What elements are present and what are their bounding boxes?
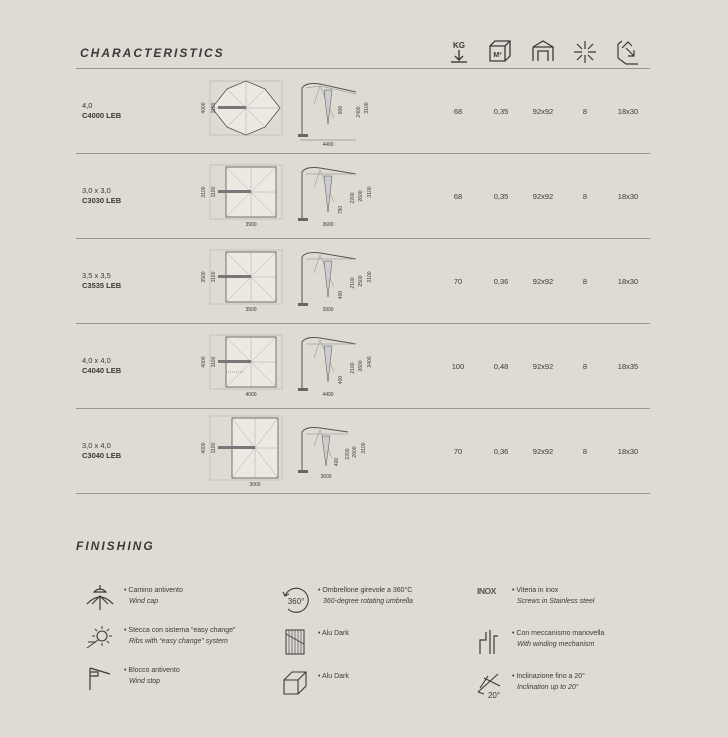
svg-text:3000: 3000 [249,482,261,488]
finishing-item: • Blocco antivento Wind stop [124,667,180,685]
svg-text:20°: 20° [487,691,501,700]
svg-text:3400: 3400 [367,356,373,368]
svg-text:4400: 4400 [322,392,334,398]
svg-text:4000: 4000 [201,102,207,114]
svg-text:4000: 4000 [245,392,257,398]
row-size: 4,0 x 4,0 [82,356,111,365]
table-row [82,186,121,206]
svg-text:3600: 3600 [320,474,332,480]
base-value: 92x92 [532,277,554,286]
svg-text:2600: 2600 [358,360,364,372]
finishing-item: • Con meccanismo manovella With winding mechanism [512,630,605,648]
finishing-item: • Viteria in inox Screws in Stainless steel [512,587,595,605]
row-code: C3535 LEB [82,281,122,290]
svg-text:400: 400 [334,457,340,467]
svg-text:3100: 3100 [364,102,370,114]
svg-text:1100: 1100 [211,186,217,198]
svg-text:400: 400 [338,290,344,300]
packaging-value: 18x30 [617,447,639,456]
svg-text:2400: 2400 [356,106,362,118]
wind-stop-icon [84,662,116,694]
svg-text:2600: 2600 [358,190,364,202]
product-drawing [196,414,376,490]
svg-text:3900: 3900 [322,307,334,313]
product-drawing [196,247,376,315]
svg-text:4000: 4000 [201,442,207,454]
volume-value: 0,48 [493,362,509,371]
table-divider [76,153,650,154]
row-size: 3,5 x 3,5 [82,271,111,280]
finishing-item: • Camino antivento Wind cap [124,587,183,605]
packaging-value: 18x30 [617,192,639,201]
svg-text:3100: 3100 [361,442,367,454]
ribs-value: 8 [582,362,588,371]
base-value: 92x92 [532,447,554,456]
table-row [82,271,121,291]
svg-text:1100: 1100 [211,271,217,283]
weight-kg-icon [445,38,473,66]
svg-text:3500: 3500 [201,271,207,283]
row-size: 3,0 x 3,0 [82,186,111,195]
row-size: 4,0 [82,101,93,110]
finishing-title: FINISHING [76,539,155,553]
rotating-360-icon [280,584,312,616]
svg-text:750: 750 [338,205,344,215]
svg-text:3600: 3600 [322,222,334,228]
finishing-item: • Stecca con sistema “easy change” Ribs with “easy change” system [124,627,236,645]
finishing-item: • Ombrellone girevole a 360°C 360-degree rotating umbrella [318,587,413,605]
svg-text:4400: 4400 [322,142,334,146]
ribs-value: 8 [582,277,588,286]
ribs-value: 8 [582,107,588,116]
alu-dark-texture-icon [280,626,312,658]
table-row [82,101,121,121]
finishing-item: • Inclinazione fino a 20° Inclination up to 20° [512,673,585,691]
row-code: C4040 LEB [82,366,122,375]
table-divider [76,238,650,239]
finishing-item: • Alu Dark [318,673,349,680]
packaging-value: 18x30 [617,277,639,286]
table-row [82,356,121,376]
alu-dark-profile-icon [280,666,312,698]
row-code: C3030 LEB [82,196,122,205]
row-code: C3040 LEB [82,451,122,460]
svg-text:3100: 3100 [367,186,373,198]
svg-text:360°: 360° [287,597,305,606]
packaging-value: 18x35 [617,362,639,371]
svg-text:2200: 2200 [350,192,356,204]
svg-text:400: 400 [338,375,344,385]
characteristics-title: CHARACTERISTICS [80,46,225,60]
product-drawing [196,332,376,400]
svg-text:3100: 3100 [367,271,373,283]
volume-value: 0,35 [493,192,509,201]
row-size: 3,0 x 4,0 [82,441,111,450]
table-divider [76,408,650,409]
volume-value: 0,36 [493,277,509,286]
row-code: C4000 LEB [82,111,122,120]
svg-text:3500: 3500 [245,307,257,313]
volume-m3-icon [486,38,514,66]
base-value: 92x92 [532,107,554,116]
ribs-value: 8 [582,192,588,201]
table-row [82,441,121,461]
svg-text:2100: 2100 [350,362,356,374]
packaging-value: 18x30 [617,107,639,116]
svg-text:2200: 2200 [345,448,351,460]
weight-value: 68 [453,192,463,201]
product-drawing [196,162,376,230]
svg-text:M³: M³ [493,52,502,59]
packaging-icon [614,38,642,66]
table-divider [76,323,650,324]
ribs-value: 8 [582,447,588,456]
svg-text:1100: 1100 [211,356,217,368]
product-drawing [196,78,376,146]
svg-text:2600: 2600 [352,446,358,458]
svg-text:1100: 1100 [211,442,217,454]
winding-mechanism-icon [474,626,506,658]
inox-icon: INOX [477,586,496,596]
weight-value: 70 [453,277,463,286]
base-value: 92x92 [532,362,554,371]
base-dimensions-icon [529,38,557,66]
base-value: 92x92 [532,192,554,201]
svg-text:KG: KG [453,41,465,50]
wind-cap-icon [84,582,116,614]
inclination-20-icon [474,668,506,700]
volume-value: 0,36 [493,447,509,456]
volume-value: 0,35 [493,107,509,116]
easy-change-ribs-icon [84,622,116,654]
ribs-count-icon [571,38,599,66]
svg-text:3900: 3900 [245,222,257,228]
svg-text:2500: 2500 [358,275,364,287]
weight-value: 100 [451,362,465,371]
table-divider [76,493,650,494]
svg-text:2100: 2100 [350,277,356,289]
table-divider [76,68,650,69]
weight-value: 70 [453,447,463,456]
weight-value: 68 [453,107,463,116]
svg-text:3100: 3100 [201,186,207,198]
svg-text:800: 800 [338,105,344,115]
finishing-item: • Alu Dark [318,630,349,637]
svg-text:4000: 4000 [201,356,207,368]
svg-text:1100: 1100 [211,102,217,114]
